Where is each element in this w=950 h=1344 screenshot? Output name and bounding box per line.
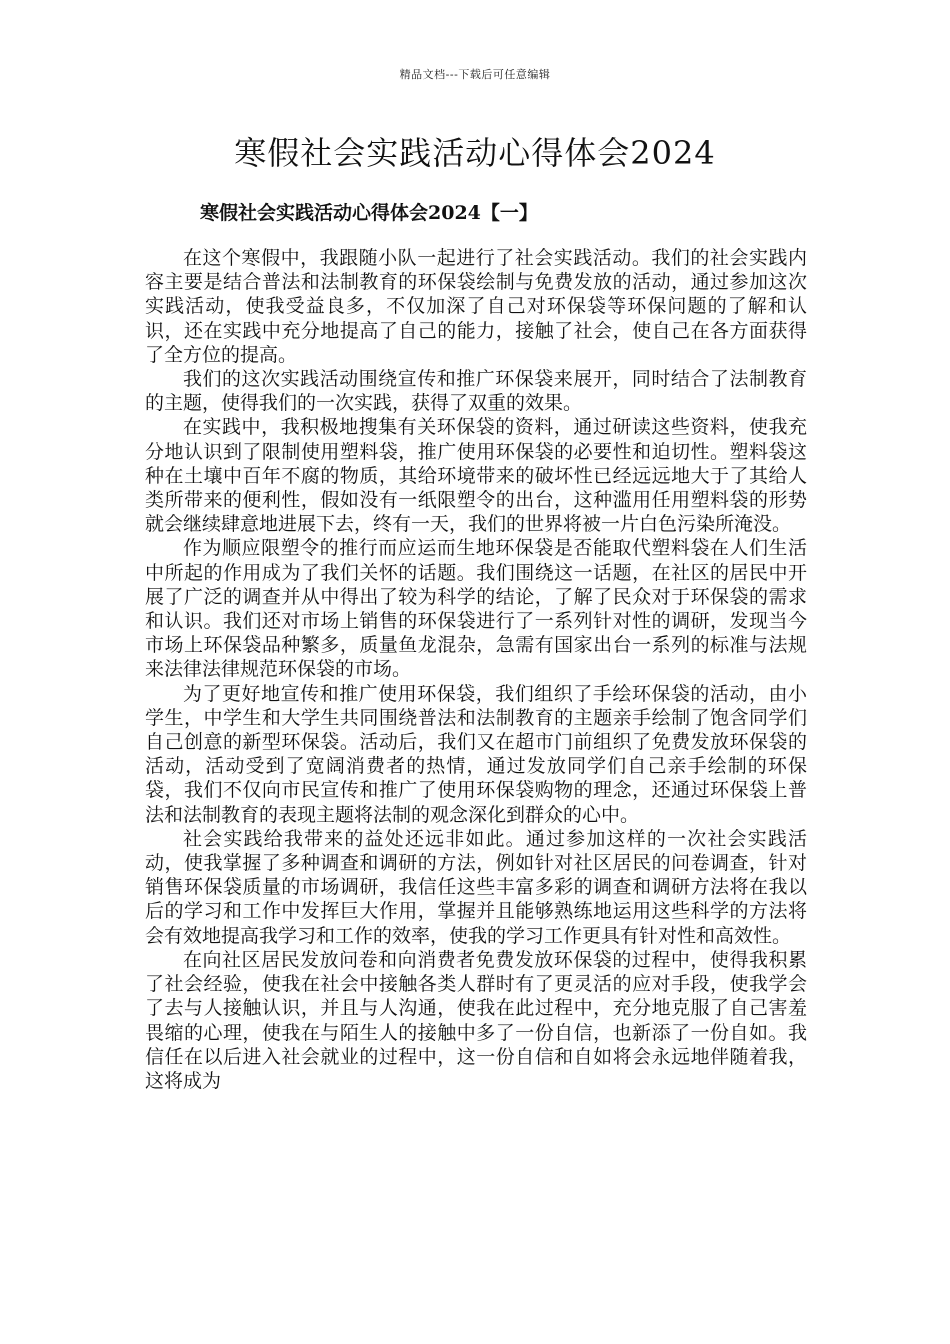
paragraph: 我们的这次实践活动围绕宣传和推广环保袋来展开，同时结合了法制教育的主题，使得我们的一次实践，获得了双重的效果。: [145, 368, 807, 415]
paragraph: 在这个寒假中，我跟随小队一起进行了社会实践活动。我们的社会实践内容主要是结合普法和法制教育的环保袋绘制与免费发放的活动，通过参加这次实践活动，使我受益良多，不仅加深了自己对环保袋等环保问题的了解和认识，还在实践中充分地提高了自己的能力，接触了社会，使自己在各方面获得了全方位的提高。: [145, 247, 807, 366]
document-title: 寒假社会实践活动心得体会2024: [234, 134, 716, 172]
paragraph: 作为顺应限塑令的推行而应运而生地环保袋是否能取代塑料袋在人们生活中所起的作用成为了我们关怀的话题。我们围绕这一话题，在社区的居民中开展了广泛的调查并从中得出了较为科学的结论，了解了民众对于环保袋的需求和认识。我们还对市场上销售的环保袋进行了一系列针对性的调研，发现当今市场上环保袋品种繁多，质量鱼龙混杂，急需有国家出台一系列的标准与法规来法律法律规范环保袋的市场。: [145, 537, 807, 681]
paragraph: 在实践中，我积极地搜集有关环保袋的资料，通过研读这些资料，使我充分地认识到了限制使用塑料袋，推广使用环保袋的必要性和迫切性。塑料袋这种在土壤中百年不腐的物质，其给环境带来的破坏性已经远远地大于了其给人类所带来的便利性，假如没有一纸限塑令的出台，这种滥用任用塑料袋的形势就会继续肆意地进展下去，终有一天，我们的世界将被一片白色污染所淹没。: [145, 416, 807, 536]
document-body: [145, 246, 807, 1093]
paragraph: 社会实践给我带来的益处还远非如此。通过参加这样的一次社会实践活动，使我掌握了多种调查和调研的方法，例如针对社区居民的问卷调查，针对销售环保袋质量的市场调研，我信任这些丰富多彩的调查和调研方法将在我以后的学习和工作中发挥巨大作用，掌握并且能够熟练地运用这些科学的方法将会有效地提高我学习和工作的效率，使我的学习工作更具有针对性和高效性。: [145, 827, 807, 947]
paragraph: 为了更好地宣传和推广使用环保袋，我们组织了手绘环保袋的活动，由小学生，中学生和大学生共同围绕普法和法制教育的主题亲手绘制了饱含同学们自己创意的新型环保袋。活动后，我们又在超市门前组织了免费发放环保袋的活动，活动受到了宽阔消费者的热情，通过发放同学们自己亲手绘制的环保袋，我们不仅向市民宣传和推广了使用环保袋购物的理念，还通过环保袋上普法和法制教育的表现主题将法制的观念深化到群众的心中。: [145, 682, 807, 826]
paragraph: 在向社区居民发放问卷和向消费者免费发放环保袋的过程中，使得我积累了社会经验，使我在社会中接触各类人群时有了更灵活的应对手段，使我学会了去与人接触认识，并且与人沟通，使我在此过程中，充分地克服了自己害羞畏缩的心理，使我在与陌生人的接触中多了一份自信，也新添了一份自如。我信任在以后进入社会就业的过程中，这一份自信和自如将会永远地伴随着我，这将成为: [145, 948, 807, 1092]
header-note: 精品文档---下载后可任意编辑: [399, 68, 551, 81]
section-title: 寒假社会实践活动心得体会2024【一】: [200, 202, 538, 224]
